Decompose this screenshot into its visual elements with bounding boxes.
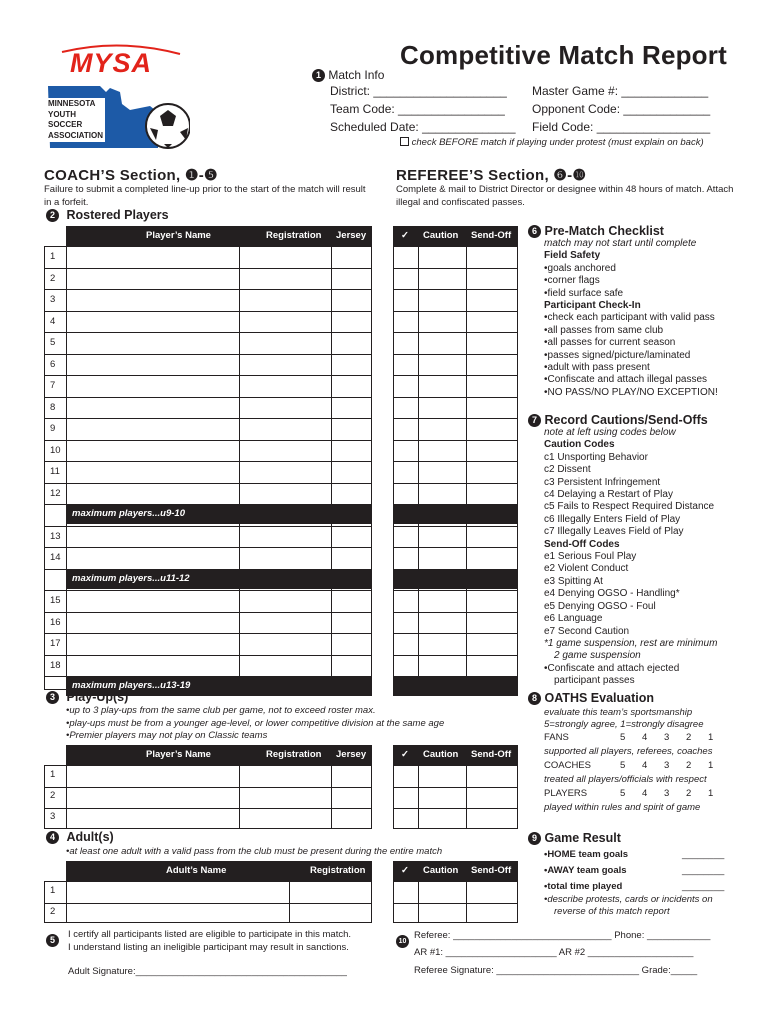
step-6-icon: 6 <box>528 225 541 238</box>
max-players-bar: maximum players...u13-19 <box>66 676 372 696</box>
row-number: 12 <box>50 487 61 499</box>
list-item: •adult with pass present <box>544 362 650 374</box>
home-goals-field[interactable]: ________ <box>682 849 725 860</box>
protest-label: check BEFORE match if playing under protest (must explain on back) <box>411 137 704 148</box>
row-divider <box>44 418 372 419</box>
row-divider <box>393 375 518 376</box>
row-divider <box>44 268 372 269</box>
col-check: ✓ <box>401 749 409 760</box>
coach-note: Failure to submit a completed line-up prior to the start of the match will result in a forfeit. <box>44 184 366 208</box>
list-item: c2 Dissent <box>544 464 591 476</box>
playup-note: •Premier players may not play on Classic teams <box>66 730 268 741</box>
max-players-bar-right <box>393 569 518 589</box>
opponent-code-field[interactable]: Opponent Code: _____________ <box>532 102 711 116</box>
prematch-title: Pre-Match Checklist <box>544 224 664 238</box>
row-number: 10 <box>50 444 61 456</box>
max-players-bar-right <box>393 504 518 524</box>
row-divider <box>393 332 518 333</box>
oaths-label: COACHES <box>544 760 591 771</box>
district-field[interactable]: District: ____________________ <box>330 84 507 98</box>
referee-section-title: REFEREE’S Section, ❻-❿ <box>396 167 587 184</box>
step-4-icon: 4 <box>46 831 59 844</box>
row-divider <box>44 590 372 591</box>
oaths-score-option[interactable]: 3 <box>664 732 670 743</box>
row-number: 7 <box>50 380 56 391</box>
logo-line: ASSOCIATION <box>48 130 103 140</box>
row-number: 1 <box>50 885 56 896</box>
step-10-icon: 10 <box>396 935 409 948</box>
oaths-description: played within rules and spirit of game <box>544 802 701 813</box>
col-player-name: Player’s Name <box>146 749 211 760</box>
col-jersey: Jersey <box>336 749 367 760</box>
list-item: c5 Fails to Respect Required Distance <box>544 501 715 513</box>
row-divider <box>393 354 518 355</box>
list-item: *1 game suspension, rest are minimum <box>544 637 718 649</box>
oaths-score-option[interactable]: 3 <box>664 788 670 799</box>
playup-label: Play-Up(s) <box>66 690 129 704</box>
col-jersey: Jersey <box>336 230 367 241</box>
referee-signature-field[interactable]: Referee Signature: ___________________________ Grade:_____ <box>414 965 698 976</box>
col-check: ✓ <box>401 230 409 241</box>
row-number: 6 <box>50 358 56 370</box>
rostered-players-label: Rostered Players <box>66 208 169 222</box>
col-sendoff: Send-Off <box>471 865 512 876</box>
row-divider <box>44 289 372 290</box>
oaths-score-option[interactable]: 5 <box>620 760 626 771</box>
max-players-bar: maximum players...u9-10 <box>66 504 372 524</box>
list-item: Field Safety <box>544 250 601 262</box>
list-item: c4 Delaying a Restart of Play <box>544 489 673 501</box>
row-number: 9 <box>50 423 56 434</box>
master-game-field[interactable]: Master Game #: _____________ <box>532 84 709 98</box>
away-goals-label: •AWAY team goals <box>544 865 627 876</box>
row-divider <box>44 483 372 484</box>
playup-table-left <box>44 745 372 829</box>
col-adult-name: Adult’s Name <box>166 865 227 876</box>
total-time-field[interactable]: ________ <box>682 881 725 892</box>
list-item: Send-Off Codes <box>544 538 620 550</box>
oaths-score-option[interactable]: 4 <box>642 788 648 799</box>
list-item: •corner flags <box>544 275 600 287</box>
col-sendoff: Send-Off <box>471 749 512 760</box>
col-registration: Registration <box>310 865 366 876</box>
col-caution: Caution <box>423 865 459 876</box>
list-item: note at left using codes below <box>544 427 676 438</box>
record-title: Record Cautions/Send-Offs <box>544 413 708 427</box>
referee-note: Complete & mail to District Director or designee within 48 hours of match. Attach illegal and confiscated passes. <box>396 184 734 208</box>
col-player-name: Player’s Name <box>146 230 211 241</box>
row-divider <box>44 440 372 441</box>
playup-note: •up to 3 play-ups from the same club per game, not to exceed roster max. <box>66 705 376 716</box>
home-goals-label: •HOME team goals <box>544 849 629 860</box>
oaths-description: supported all players, referees, coaches <box>544 746 713 757</box>
oaths-note: 5=strongly agree, 1=strongly disagree <box>544 719 704 730</box>
row-number: 5 <box>50 337 56 348</box>
row-number: 11 <box>50 466 60 477</box>
step-7-icon: 7 <box>528 414 541 427</box>
logo-line: MINNESOTA <box>48 99 96 108</box>
row-divider <box>393 289 518 290</box>
list-item: Participant Check-In <box>544 300 641 312</box>
oaths-score-option[interactable]: 1 <box>708 732 714 743</box>
row-divider <box>44 354 372 355</box>
list-item: c1 Unsporting Behavior <box>544 451 648 463</box>
list-item: c3 Persistent Infringement <box>544 476 661 488</box>
describe-note: reverse of this match report <box>554 906 670 917</box>
list-item: e1 Serious Foul Play <box>544 551 637 563</box>
list-item: •goals anchored <box>544 262 616 274</box>
logo-line: SOCCER <box>48 120 83 129</box>
list-item: •all passes for current season <box>544 337 676 349</box>
row-divider <box>393 633 518 634</box>
list-item: e3 Spitting At <box>544 575 603 587</box>
row-divider <box>44 655 372 656</box>
list-item: •NO PASS/NO PLAY/NO EXCEPTION! <box>544 386 718 398</box>
step-3-icon: 3 <box>46 691 59 704</box>
oaths-label: FANS <box>544 732 569 743</box>
ar-field[interactable]: AR #1: _____________________ AR #2 ____________________ <box>414 947 694 958</box>
result-title: Game Result <box>544 831 621 845</box>
logo-line: YOUTH <box>48 109 76 119</box>
step-1-icon: 1 <box>312 69 325 82</box>
col-sendoff: Send-Off <box>471 230 512 241</box>
list-item: Caution Codes <box>544 439 615 451</box>
row-divider <box>393 612 518 613</box>
list-item: •check each participant with valid pass <box>544 312 715 324</box>
oaths-score-option[interactable]: 5 <box>620 732 626 743</box>
row-divider <box>44 547 372 548</box>
row-number: 3 <box>50 294 56 305</box>
oaths-score-option[interactable]: 2 <box>686 788 692 799</box>
describe-note: •describe protests, cards or incidents on <box>544 894 713 905</box>
row-divider <box>393 397 518 398</box>
row-divider <box>44 397 372 398</box>
adults-label: Adult(s) <box>66 830 114 844</box>
list-item: e4 Denying OGSO - Handling* <box>544 588 680 600</box>
page-title: Competitive Match Report <box>400 40 727 70</box>
row-number: 8 <box>50 401 56 413</box>
match-info-label: Match Info <box>328 68 385 82</box>
row-divider <box>393 440 518 441</box>
row-number: 4 <box>50 315 56 327</box>
list-item: c7 Illegally Leaves Field of Play <box>544 526 684 538</box>
list-item: e7 Second Caution <box>544 625 630 637</box>
oaths-title: OATHS Evaluation <box>544 691 654 705</box>
playup-note: •play-ups must be from a younger age-level, or lower competitive division at the same age <box>66 717 445 729</box>
row-divider <box>44 311 372 312</box>
oaths-score-option[interactable]: 4 <box>642 732 648 743</box>
oaths-score-option[interactable]: 4 <box>642 760 648 771</box>
row-divider <box>44 375 372 376</box>
row-number: 3 <box>50 811 56 822</box>
coach-section-title: COACH’S Section, ❶-❺ <box>44 167 218 184</box>
oaths-label: PLAYERS <box>544 788 588 799</box>
adults-note: •at least one adult with a valid pass from the club must be present during the entire match <box>66 846 443 857</box>
row-number: 1 <box>50 769 56 780</box>
row-divider <box>44 461 372 462</box>
list-item: •passes signed/picture/laminated <box>544 349 691 361</box>
row-divider <box>44 526 372 527</box>
step-2-icon: 2 <box>46 209 59 222</box>
col-caution: Caution <box>423 749 459 760</box>
row-number: 14 <box>50 552 61 563</box>
row-divider <box>393 590 518 591</box>
col-caution: Caution <box>423 230 459 241</box>
row-divider <box>393 655 518 656</box>
oaths-description: treated all players/officials with respect <box>544 774 707 785</box>
roster-table-right <box>393 226 518 690</box>
oaths-note: evaluate this team’s sportsmanship <box>544 707 693 718</box>
row-number: 2 <box>50 906 56 917</box>
referee-name-field[interactable]: Referee: ______________________________ Phone: ____________ <box>414 930 711 941</box>
protest-checkbox[interactable] <box>400 137 409 146</box>
list-item: e5 Denying OGSO - Foul <box>544 600 656 612</box>
row-divider <box>393 547 518 548</box>
logo-text: MYSA <box>70 48 153 78</box>
row-number: 17 <box>50 638 61 649</box>
certify-line: I understand listing an ineligible participant may result in sanctions. <box>68 941 349 953</box>
team-code-field[interactable]: Team Code: ________________ <box>330 102 505 116</box>
list-item: c6 Illegally Enters Field of Play <box>544 513 681 525</box>
row-number: 16 <box>50 616 61 628</box>
list-item: •Confiscate and attach illegal passes <box>544 374 708 386</box>
roster-table-left <box>44 226 372 690</box>
row-divider <box>44 332 372 333</box>
field-code-field[interactable]: Field Code: _________________ <box>532 120 711 134</box>
row-divider <box>44 612 372 613</box>
oaths-score-option[interactable]: 2 <box>686 732 692 743</box>
playup-table-right <box>393 745 518 829</box>
row-divider <box>393 483 518 484</box>
row-divider <box>393 268 518 269</box>
max-players-bar-right <box>393 676 518 696</box>
step-5-icon: 5 <box>46 934 59 947</box>
row-divider <box>44 633 372 634</box>
list-item: 2 game suspension <box>554 650 641 662</box>
scheduled-date-field[interactable]: Scheduled Date: ______________ <box>330 120 516 134</box>
row-number: 2 <box>50 790 56 801</box>
col-check: ✓ <box>401 865 409 876</box>
list-item: •field surface safe <box>544 287 624 299</box>
adult-signature-field[interactable]: Adult Signature:________________________________________ <box>68 966 347 977</box>
step-9-icon: 9 <box>528 832 541 845</box>
col-registration: Registration <box>266 230 322 241</box>
list-item: •all passes from same club <box>544 324 664 336</box>
row-divider <box>393 526 518 527</box>
row-divider <box>393 461 518 462</box>
list-item: e6 Language <box>544 613 603 625</box>
col-registration: Registration <box>266 749 322 760</box>
row-number: 18 <box>50 659 61 671</box>
row-divider <box>393 311 518 312</box>
row-number: 1 <box>50 251 56 262</box>
adult-table-left <box>44 861 372 923</box>
oaths-score-option[interactable]: 5 <box>620 788 626 799</box>
oaths-score-option[interactable]: 2 <box>686 760 692 771</box>
row-divider <box>393 418 518 419</box>
total-time-label: •total time played <box>544 881 623 892</box>
list-item: •Confiscate and attach ejected <box>544 662 680 674</box>
row-number: 2 <box>50 272 56 284</box>
list-item: participant passes <box>554 675 635 687</box>
certify-line: I certify all participants listed are eligible to participate in this match. <box>68 929 352 940</box>
list-item: e2 Violent Conduct <box>544 563 629 575</box>
oaths-score-option[interactable]: 3 <box>664 760 670 771</box>
list-item: match may not start until complete <box>544 238 697 249</box>
adult-table-right <box>393 861 518 923</box>
oaths-score-option[interactable]: 1 <box>708 788 714 799</box>
row-number: 13 <box>50 530 61 542</box>
mysa-logo <box>40 44 190 154</box>
row-number: 15 <box>50 595 61 606</box>
step-8-icon: 8 <box>528 692 541 705</box>
max-players-bar: maximum players...u11-12 <box>66 569 372 589</box>
oaths-score-option[interactable]: 1 <box>708 760 714 771</box>
away-goals-field[interactable]: ________ <box>682 865 725 876</box>
